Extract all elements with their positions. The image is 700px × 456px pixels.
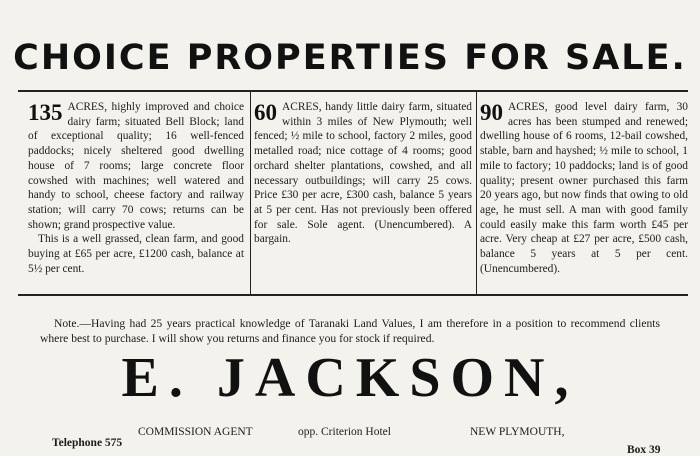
headline: CHOICE PROPERTIES FOR SALE. [13,38,687,78]
column-divider-1 [250,92,251,294]
listing-description: ACRES, highly improved and choice dairy farm; situated Bell Block; land of exceptional quality; 16 well-fenced paddocks; nicely sheltered good dwelling house of 7 rooms; large concrete floor cowshed with machines; well watered and handy to school, cheese factory and railway station; will carry 70 cows; returns can be shown; grand prospective value. [28,101,244,231]
top-divider [18,90,688,92]
listing-terms: This is a well grassed, clean farm, and good buying at £65 per acre, £1200 cash, balance at 5½ per cent. [28,233,244,275]
post-box: Box 39 [627,444,661,456]
agent-note: Note.—Having had 25 years practical knowledge of Taranaki Land Values, I am therefore in a position to recommend clients where best to purchase. I will show you returns and finance you for stock if required. [40,317,660,345]
listing-number: 90 [480,100,503,125]
listing-description: ACRES, good level dairy farm, 30 acres has been stumped and renewed; dwelling house of 6 rooms, 12-bail cowshed, stable, barn and hayshed; ½ mile to school, 1 mile to factory; 10 paddocks; land is of good quality; present owner purchased this farm 20 years ago, but now finds that owing to old age, he must sell. A man with good family could easily make this farm worth £45 per acre. Very cheap at £27 per acre, £500 cash, balance 5 years at 5 per cent. (Unencumbered). [480,101,688,275]
listing-number: 135 [28,100,63,125]
listing-60 [254,100,472,247]
agent-location: opp. Criterion Hotel [298,426,391,438]
telephone: Telephone 575 [52,437,123,449]
column-divider-2 [476,92,477,294]
bottom-divider [18,294,688,296]
listing-135 [28,100,244,276]
agent-title: COMMISSION AGENT [138,426,253,438]
listing-number: 60 [254,100,277,125]
listing-description: ACRES, handy little dairy farm, situated within 3 miles of New Plymouth; well fenced; ½ mile to school, factory 2 miles, good metalled road; nice cottage of 4 rooms; good orchard shelter plantations, cowshed, and all necessary outbuildings; will carry 25 cows. Price £30 per acre, £300 cash, balance 5 years at 5 per cent. Has not previously been offered for sale. Sole agent. (Unencumbered). A bargain. [254,101,472,246]
agent-town: NEW PLYMOUTH, [470,426,565,438]
listing-90 [480,100,688,276]
agent-name: E. JACKSON, [121,347,579,409]
